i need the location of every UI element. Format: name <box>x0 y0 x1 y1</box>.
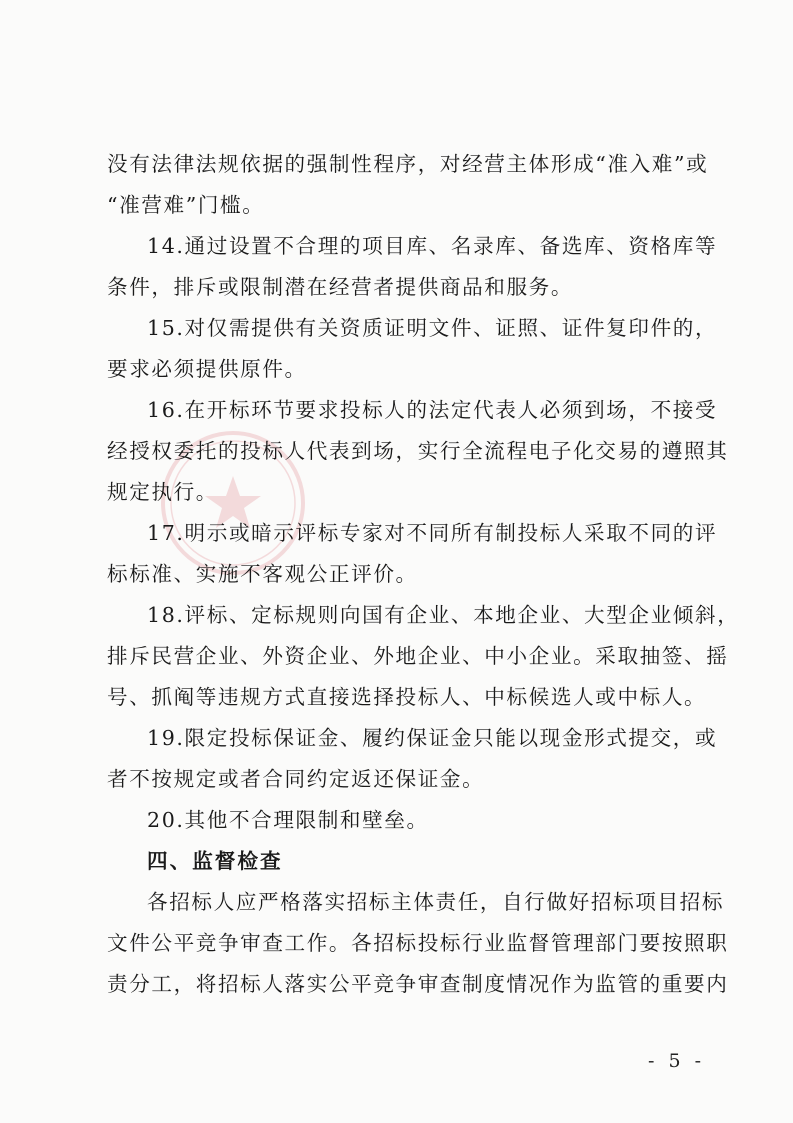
text-line: “准营难”门槛。 <box>107 193 265 217</box>
text-line: 19.限定投标保证金、履约保证金只能以现金形式提交，或 <box>147 726 718 750</box>
text-line: 要求必须提供原件。 <box>107 357 307 381</box>
text-line: 号、抓阄等违规方式直接选择投标人、中标候选人或中标人。 <box>107 685 707 709</box>
text-line: 各招标人应严格落实招标主体责任，自行做好招标项目招标 <box>147 890 725 914</box>
text-line: 经授权委托的投标人代表到场，实行全流程电子化交易的遵照其 <box>107 439 729 463</box>
text-line: 条件，排斥或限制潜在经营者提供商品和服务。 <box>107 275 574 299</box>
section-heading: 四、监督检查 <box>147 849 283 873</box>
text-line: 15.对仅需提供有关资质证明文件、证照、证件复印件的， <box>147 316 718 340</box>
text-line: 14.通过设置不合理的项目库、名录库、备选库、资格库等 <box>147 234 718 258</box>
text-line: 18.评标、定标规则向国有企业、本地企业、大型企业倾斜， <box>147 603 740 627</box>
page-number: - 5 - <box>648 1050 706 1072</box>
text-line: 没有法律法规依据的强制性程序，对经营主体形成“准入难”或 <box>107 152 709 176</box>
text-line: 文件公平竞争审查工作。各招标投标行业监督管理部门要按照职 <box>107 931 729 955</box>
text-line: 标标准、实施不客观公正评价。 <box>107 562 418 586</box>
text-line: 排斥民营企业、外资企业、外地企业、中小企业。采取抽签、摇 <box>107 644 729 668</box>
text-line: 20.其他不合理限制和壁垒。 <box>147 808 429 832</box>
text-line: 责分工，将招标人落实公平竞争审查制度情况作为监管的重要内 <box>107 972 729 996</box>
text-line: 者不按规定或者合同约定返还保证金。 <box>107 767 485 791</box>
text-line: 16.在开标环节要求投标人的法定代表人必须到场，不接受 <box>147 398 718 422</box>
text-line: 规定执行。 <box>107 480 218 504</box>
text-line: 17.明示或暗示评标专家对不同所有制投标人采取不同的评 <box>147 521 718 545</box>
